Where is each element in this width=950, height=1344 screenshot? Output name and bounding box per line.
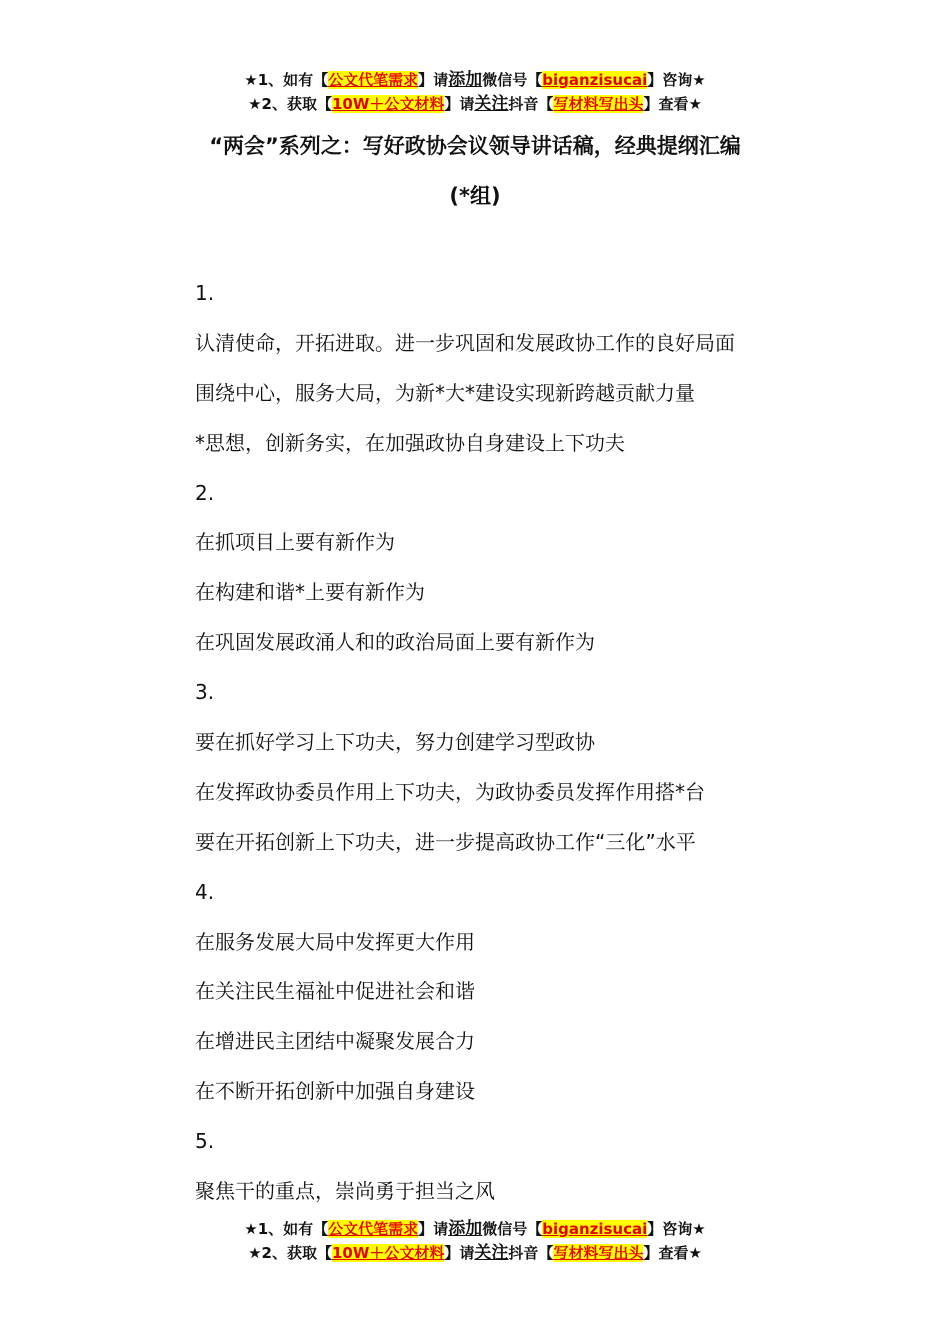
list-item: 要在开拓创新上下功夫，进一步提高政协工作“三化”水平 [195,829,696,854]
banner-text: 】请 [418,1220,449,1238]
list-item: 要在抓好学习上下功夫，努力创建学习型政协 [195,730,595,755]
list-item: 在构建和谐*上要有新作为 [195,580,425,605]
banner-text: 】请 [418,71,449,89]
list-item: 认清使命，开拓进取。进一步巩固和发展政协工作的良好局面 [195,330,735,355]
banner-text: 】请 [444,1244,475,1262]
emphasis-follow: 关注 [474,1243,509,1263]
list-item: 在增进民主团结中凝聚发展合力 [195,1029,475,1054]
document-body [195,277,835,1225]
banner-text: ★2、获取【 [248,95,332,113]
banner-text: 】咨询★ [647,71,706,89]
banner-text: ★1、如有【 [244,71,329,89]
banner-text: 】请 [444,95,475,113]
list-item: 2. [195,480,215,505]
banner-text: 】查看★ [643,1244,702,1262]
list-item: 在发挥政协委员作用上下功夫，为政协委员发挥作用搭*台 [195,779,705,804]
document-title: “两会”系列之：写好政协会议领导讲话稿，经典提纲汇编 [209,134,741,158]
emphasis-add: 添加 [448,1219,483,1239]
header-banner [0,68,950,116]
highlight-wechat-id: biganzisucai [542,71,648,89]
highlight-materials: 10W＋公文材料 [331,95,445,113]
list-item: 3. [195,680,215,705]
banner-text: 抖音【 [508,1244,554,1262]
list-item: 在关注民生福祉中促进社会和谐 [195,979,475,1004]
footer-banner [0,1217,950,1265]
highlight-douyin-account: 写材料写出头 [553,1244,644,1262]
highlight-douyin-account: 写材料写出头 [553,95,644,113]
list-item: 围绕中心，服务大局，为新*大*建设实现新跨越贡献力量 [195,380,695,405]
banner-text: 抖音【 [508,95,554,113]
emphasis-follow: 关注 [474,94,509,114]
highlight-ghostwriting: 公文代笔需求 [328,1220,419,1238]
list-item: 在巩固发展政涌人和的政治局面上要有新作为 [195,630,595,655]
document-subtitle: (*组) [449,184,501,208]
highlight-ghostwriting: 公文代笔需求 [328,71,419,89]
list-item: 5. [195,1129,215,1154]
banner-text: 微信号【 [482,1220,543,1238]
banner-line-1 [0,68,950,92]
list-item: *思想，创新务实，在加强政协自身建设上下功夫 [195,430,625,455]
highlight-wechat-id: biganzisucai [542,1220,648,1238]
list-item: 聚焦干的重点，崇尚勇于担当之风 [195,1179,495,1204]
banner-text: ★1、如有【 [244,1220,329,1238]
banner-text: 微信号【 [482,71,543,89]
list-item: 在抓项目上要有新作为 [195,530,395,555]
banner-text: ★2、获取【 [248,1244,332,1262]
list-item: 4. [195,879,215,904]
banner-text: 】咨询★ [647,1220,706,1238]
banner-line-2 [0,1241,950,1265]
list-item: 1. [195,281,215,305]
banner-line-1 [0,1217,950,1241]
emphasis-add: 添加 [448,70,483,90]
list-item: 在不断开拓创新中加强自身建设 [195,1079,475,1104]
banner-text: 】查看★ [643,95,702,113]
banner-line-2 [0,92,950,116]
list-item: 在服务发展大局中发挥更大作用 [195,929,475,954]
highlight-materials: 10W＋公文材料 [331,1244,445,1262]
